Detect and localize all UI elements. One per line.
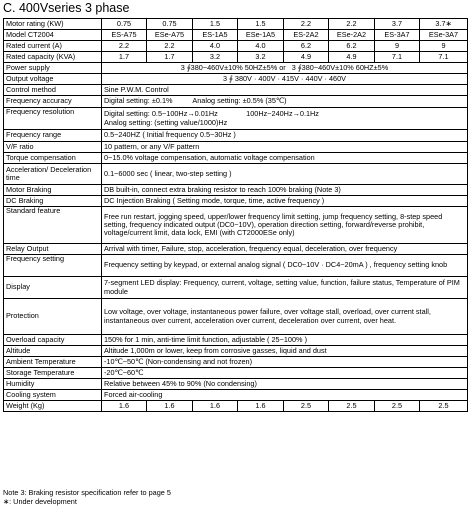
row-display <box>4 277 468 299</box>
weight-cell: 1.6 <box>193 401 238 412</box>
row-freq-resolution <box>4 108 468 130</box>
vf-ratio-label: V/F ratio <box>4 142 102 153</box>
row-freq-accuracy <box>4 96 468 108</box>
accel-decel-label: Acceleration/ Deceleration time <box>4 164 102 185</box>
model-cell: ES-1A5 <box>193 30 238 41</box>
motor-rating-cell: 1.5 <box>193 19 238 30</box>
row-motor-braking <box>4 185 468 196</box>
model-cell: ESe-1A5 <box>238 30 284 41</box>
rated-capacity-label: Rated capacity (KVA) <box>4 52 102 63</box>
torque-comp-label: Torque compensation <box>4 153 102 164</box>
row-rated-capacity <box>4 52 468 63</box>
overload-label: Overload capacity <box>4 335 102 346</box>
relay-output-value: Arrival with timer, Failure, stop, acceleration, frequency equal, deceleration, over frequency <box>102 244 468 255</box>
freq-resolution-label: Frequency resolution <box>4 108 102 130</box>
row-dc-braking <box>4 196 468 207</box>
freq-setting-label: Frequency setting <box>4 255 102 277</box>
motor-rating-cell: 0.75 <box>147 19 193 30</box>
power-supply-60hz: 3 ∮380~460V±10% 60HZ±5% <box>291 62 389 72</box>
model-cell: ESe-3A7 <box>420 30 468 41</box>
dc-braking-value: DC Injection Braking ( Setting mode, torque, time, active frequency ) <box>102 196 468 207</box>
row-standard-feature <box>4 207 468 244</box>
row-ambient-temp <box>4 357 468 368</box>
control-method-label: Control method <box>4 85 102 96</box>
relay-output-label: Relay Output <box>4 244 102 255</box>
cooling-label: Cooling system <box>4 390 102 401</box>
cooling-value: Forced air-cooling <box>102 390 468 401</box>
motor-rating-cell: 3.7 <box>375 19 420 30</box>
humidity-label: Humidity <box>4 379 102 390</box>
row-altitude <box>4 346 468 357</box>
row-power-supply <box>4 63 468 74</box>
control-method-value: Sine P.W.M. Control <box>102 85 468 96</box>
motor-rating-cell: 3.7∗ <box>420 19 468 30</box>
altitude-label: Altitude <box>4 346 102 357</box>
rated-capacity-cell: 3.2 <box>238 52 284 63</box>
row-control-method <box>4 85 468 96</box>
weight-cell: 2.5 <box>420 401 468 412</box>
row-model <box>4 30 468 41</box>
row-motor-rating <box>4 19 468 30</box>
motor-rating-cell: 2.2 <box>284 19 329 30</box>
model-label: Model CT2004 <box>4 30 102 41</box>
motor-rating-cell: 2.2 <box>329 19 375 30</box>
protection-value: Low voltage, over voltage, instantaneous power failure, over voltage stall, overload, over current stall, instantaneous over current, acceleration over current, deceleration over current, over heat. <box>102 299 468 335</box>
rated-capacity-cell: 1.7 <box>102 52 147 63</box>
model-cell: ES-A75 <box>102 30 147 41</box>
rated-current-cell: 4.0 <box>238 41 284 52</box>
output-voltage-label: Output voltage <box>4 74 102 85</box>
model-cell: ESe-A75 <box>147 30 193 41</box>
motor-rating-cell: 0.75 <box>102 19 147 30</box>
row-storage-temp <box>4 368 468 379</box>
note-under-development: ∗: Under development <box>3 497 77 506</box>
altitude-value: Altitude 1,000m or lower, keep from corrosive gasses, liquid and dust <box>102 346 468 357</box>
freq-resolution-value <box>102 108 468 130</box>
weight-label: Weight (Kg) <box>4 401 102 412</box>
freq-range-value: 0.5~240HZ ( Initial frequency 0.5~30Hz ) <box>102 130 468 142</box>
humidity-value: Relative between 45% to 90% (No condensing) <box>102 379 468 390</box>
standard-feature-value: Free run restart, jogging speed, upper/lower frequency limit setting, jump frequency setting, 8-step speed setting, frequency indicated output (DC0~10V), operation direction setting, forward/reverse prohibit, voltage/current limit, data lock, EMI (with CT2000ESe only) <box>102 207 468 244</box>
freq-accuracy-label: Frequency accuracy <box>4 96 102 108</box>
output-voltage-value: 3 ∮ 380V · 400V · 415V · 440V · 460V <box>102 74 468 85</box>
accel-decel-value: 0.1~6000 sec ( linear, two-step setting ) <box>102 164 468 185</box>
weight-cell: 1.6 <box>238 401 284 412</box>
rated-capacity-cell: 3.2 <box>193 52 238 63</box>
row-vf-ratio <box>4 142 468 153</box>
model-cell: ES-2A2 <box>284 30 329 41</box>
dc-braking-label: DC Braking <box>4 196 102 207</box>
storage-temp-value: -20℃~60℃ <box>102 368 468 379</box>
rated-capacity-cell: 4.9 <box>284 52 329 63</box>
rated-current-cell: 9 <box>375 41 420 52</box>
row-cooling <box>4 390 468 401</box>
row-protection <box>4 299 468 335</box>
weight-cell: 2.5 <box>375 401 420 412</box>
motor-rating-cell: 1.5 <box>238 19 284 30</box>
freq-range-label: Frequency range <box>4 130 102 142</box>
ambient-temp-value: -10℃~50℃ (Non-condensing and not frozen) <box>102 357 468 368</box>
motor-braking-value: DB built-in, connect extra braking resistor to reach 100% braking (Note 3) <box>102 185 468 196</box>
spec-table <box>3 18 468 412</box>
footnotes <box>3 488 171 506</box>
storage-temp-label: Storage Temperature <box>4 368 102 379</box>
model-cell: ES-3A7 <box>375 30 420 41</box>
row-overload <box>4 335 468 346</box>
power-supply-label: Power supply <box>4 63 102 74</box>
power-supply-value <box>102 63 468 74</box>
rated-current-label: Rated current (A) <box>4 41 102 52</box>
rated-current-cell: 6.2 <box>329 41 375 52</box>
rated-capacity-cell: 7.1 <box>420 52 468 63</box>
rated-current-cell: 2.2 <box>147 41 193 52</box>
weight-cell: 2.5 <box>284 401 329 412</box>
row-freq-range <box>4 130 468 142</box>
row-relay-output <box>4 244 468 255</box>
torque-comp-value: 0~15.0% voltage compensation, automatic voltage compensation <box>102 153 468 164</box>
freq-setting-value: Frequency setting by keypad, or external analog signal ( DC0~10V · DC4~20mA ) , frequency setting knob <box>102 255 468 277</box>
display-value: 7-segment LED display: Frequency, current, voltage, setting value, function, failure status, Temperature of PIM module <box>102 277 468 299</box>
rated-capacity-cell: 7.1 <box>375 52 420 63</box>
page-title: C. 400Vseries 3 phase <box>3 1 130 15</box>
freq-resolution-analog: Analog setting: (setting value/1000)Hz <box>104 117 228 127</box>
ambient-temp-label: Ambient Temperature <box>4 357 102 368</box>
overload-value: 150% for 1 min, anti-time limit function, adjustable ( 25~100% ) <box>102 335 468 346</box>
row-freq-setting <box>4 255 468 277</box>
weight-cell: 2.5 <box>329 401 375 412</box>
display-label: Display <box>4 277 102 299</box>
row-humidity <box>4 379 468 390</box>
standard-feature-label: Standard feature <box>4 207 102 244</box>
model-cell: ESe-2A2 <box>329 30 375 41</box>
rated-capacity-cell: 1.7 <box>147 52 193 63</box>
rated-capacity-cell: 4.9 <box>329 52 375 63</box>
motor-rating-label: Motor rating (KW) <box>4 19 102 30</box>
vf-ratio-value: 10 pattern, or any V/F pattern <box>102 142 468 153</box>
note-braking-resistor: Note 3: Braking resistor specification refer to page 5 <box>3 488 171 497</box>
rated-current-cell: 4.0 <box>193 41 238 52</box>
row-output-voltage <box>4 74 468 85</box>
row-weight <box>4 401 468 412</box>
rated-current-cell: 6.2 <box>284 41 329 52</box>
weight-cell: 1.6 <box>147 401 193 412</box>
rated-current-cell: 2.2 <box>102 41 147 52</box>
protection-label: Protection <box>4 299 102 335</box>
rated-current-cell: 9 <box>420 41 468 52</box>
freq-accuracy-value: Digital setting: ±0.1% Analog setting: ±0.5% (35℃) <box>102 96 468 108</box>
row-rated-current <box>4 41 468 52</box>
power-supply-50hz: 3 ∮380~460V±10% 50HZ±5% or <box>180 62 286 72</box>
row-torque-comp <box>4 153 468 164</box>
row-accel-decel <box>4 164 468 185</box>
weight-cell: 1.6 <box>102 401 147 412</box>
motor-braking-label: Motor Braking <box>4 185 102 196</box>
freq-resolution-digital: Digital setting: 0.5~100Hz→0.01Hz 100Hz~240Hz→0.1Hz <box>104 109 319 119</box>
